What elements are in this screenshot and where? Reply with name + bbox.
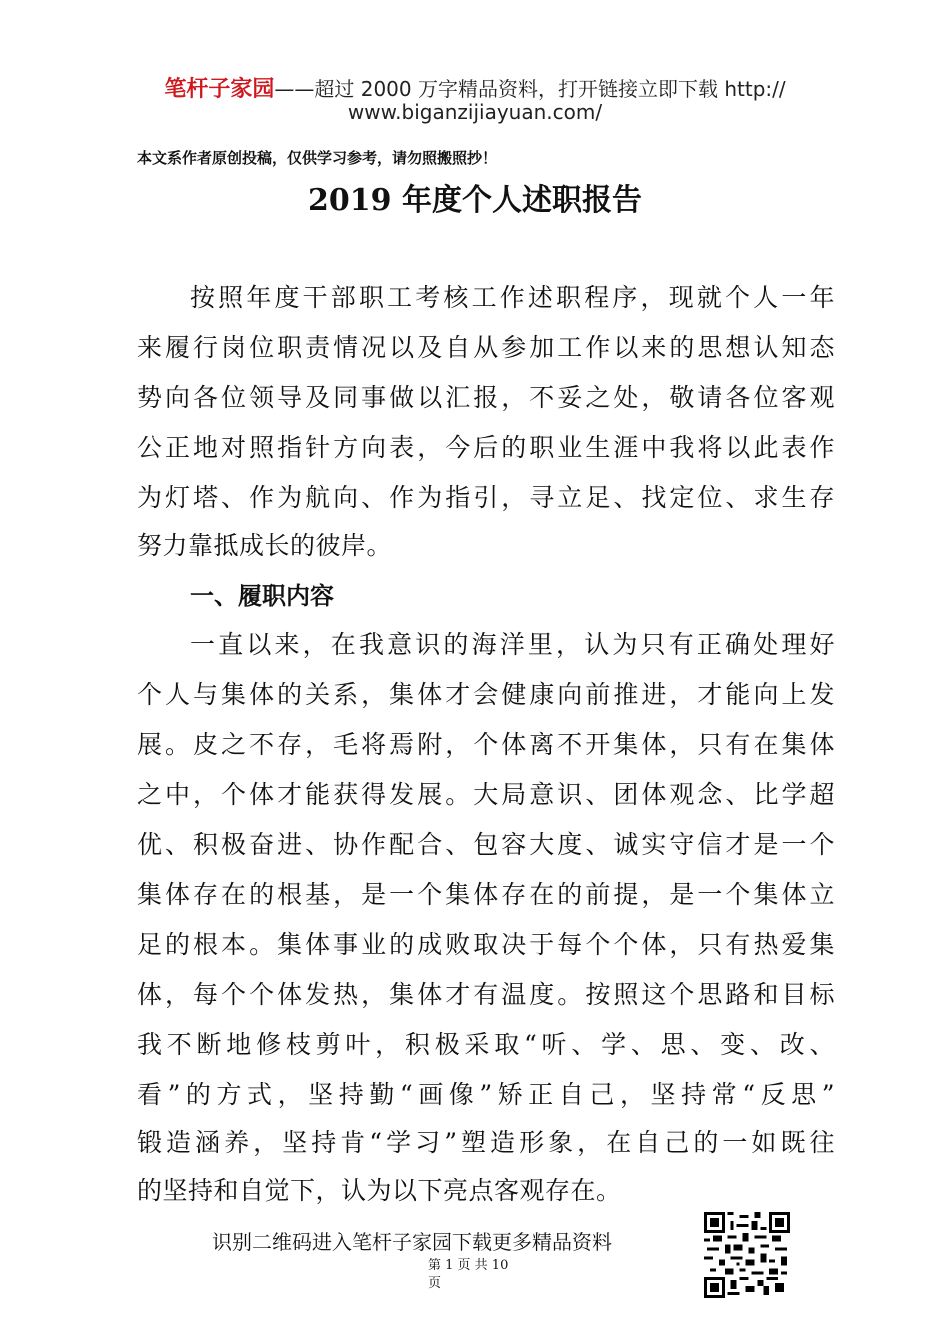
paragraph-1-line: 势向各位领导及同事做以汇报，不妥之处，敬请各位客观: [137, 383, 835, 412]
paragraph-1-line: 来履行岗位职责情况以及自从参加工作以来的思想认知态: [137, 333, 835, 362]
paragraph-1-line: 公正地对照指针方向表，今后的职业生涯中我将以此表作: [137, 433, 835, 462]
paragraph-2-line: 锻造涵养，坚持肯“学习”塑造形象，在自己的一如既往: [137, 1128, 835, 1157]
footer-qr-caption: 识别二维码进入笔杆子家园下载更多精品资料: [212, 1230, 612, 1254]
paragraph-2-line: 集体存在的根基，是一个集体存在的前提，是一个集体立: [137, 880, 835, 909]
paragraph-2-line: 展。皮之不存，毛将焉附，个体离不开集体，只有在集体: [137, 730, 835, 759]
paragraph-2-line: 个人与集体的关系，集体才会健康向前推进，才能向上发: [137, 680, 835, 709]
header-line-1: [0, 72, 950, 103]
paragraph-2-line: 之中，个体才能获得发展。大局意识、团体观念、比学超: [137, 780, 835, 809]
paragraph-2-line: 我不断地修枝剪叶，积极采取“听、学、思、变、改、: [137, 1030, 835, 1059]
paragraph-1-line: 为灯塔、作为航向、作为指引，寻立足、找定位、求生存: [137, 483, 835, 512]
paragraph-2-line: 足的根本。集体事业的成败取决于每个个体，只有热爱集: [137, 930, 835, 959]
paragraph-1-line: 按照年度干部职工考核工作述职程序，现就个人一年: [190, 283, 835, 312]
qr-code-icon[interactable]: [704, 1212, 790, 1298]
document-title: 2019 年度个人述职报告: [308, 183, 642, 218]
section-heading: 一、履职内容: [190, 582, 334, 610]
paragraph-2-line: 看”的方式，坚持勤“画像”矫正自己，坚持常“反思”: [137, 1080, 835, 1109]
header-url[interactable]: www.biganzijiayuan.com/: [347, 100, 603, 124]
header-tagline: ——超过 2000 万字精品资料，打开链接立即下载 http://: [274, 77, 786, 101]
page-number-cont: 页: [428, 1276, 442, 1291]
paragraph-2-line: 体，每个个体发热，集体才有温度。按照这个思路和目标: [137, 980, 835, 1009]
copyright-notice: 本文系作者原创投稿，仅供学习参考，请勿照搬照抄！: [137, 149, 498, 167]
brand-name: 笔杆子家园: [164, 77, 275, 102]
paragraph-2-line: 的坚持和自觉下，认为以下亮点客观存在。: [137, 1176, 622, 1205]
page-number: 第 1 页 共 10: [428, 1258, 509, 1273]
paragraph-1-line: 努力靠抵成长的彼岸。: [137, 531, 393, 560]
paragraph-2-line: 优、积极奋进、协作配合、包容大度、诚实守信才是一个: [137, 830, 835, 859]
paragraph-2-line: 一直以来，在我意识的海洋里，认为只有正确处理好: [190, 630, 835, 659]
